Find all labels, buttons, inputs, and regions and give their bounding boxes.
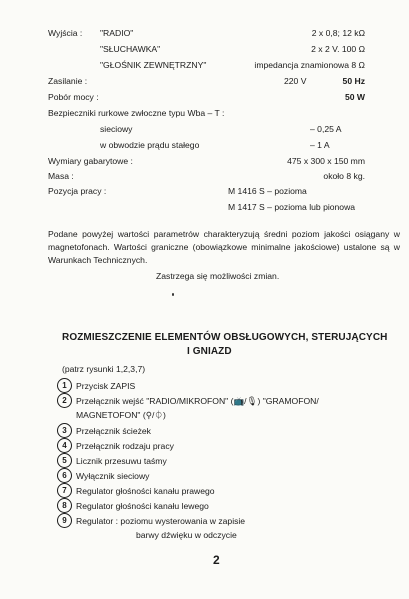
- power-consumption-label: Pobór mocy :: [48, 92, 99, 102]
- print-speck: [172, 293, 174, 296]
- position-value-m1417: M 1417 S – pozioma lub pionowa: [228, 202, 356, 212]
- item-label-2-continued: MAGNETOFON" (⚲/⏀): [76, 410, 166, 420]
- power-supply-voltage: 220 V: [284, 76, 307, 86]
- fuse-mains-value: – 0,25 A: [310, 124, 342, 134]
- mass-value: około 8 kg.: [323, 171, 365, 181]
- note-paragraph: Podane powyżej wartości parametrów charakteryzują średni poziom jakości osiągany w magnetofonach. Wartości graniczne (obowiązkowe minimalne jakościowe) ustalone są w Warunkach Technicznych.: [48, 229, 400, 265]
- mass-label: Masa :: [48, 171, 74, 181]
- item-label-8: Regulator głośności kanału lewego: [76, 501, 209, 511]
- output-value-speaker: impedancja znamionowa 8 Ω: [254, 60, 365, 70]
- item-label-6: Wyłącznik sieciowy: [76, 471, 150, 481]
- item-number-9: 9: [57, 513, 72, 528]
- output-name-headphones: "SŁUCHAWKA": [100, 44, 161, 54]
- position-value-m1416: M 1416 S – pozioma: [228, 186, 307, 196]
- dimensions-label: Wymiary gabarytowe :: [48, 156, 133, 166]
- output-name-radio: "RADIO": [100, 28, 134, 38]
- item-label-3: Przełącznik ścieżek: [76, 426, 151, 436]
- power-supply-frequency: 50 Hz: [342, 76, 365, 86]
- item-number-8: 8: [57, 498, 72, 513]
- item-number-4: 4: [57, 438, 72, 453]
- item-number-7: 7: [57, 483, 72, 498]
- position-label: Pozycja pracy :: [48, 186, 107, 196]
- item-number-5: 5: [57, 453, 72, 468]
- fuse-mains-label: sieciowy: [100, 124, 133, 134]
- item-label-4: Przełącznik rodzaju pracy: [76, 441, 174, 451]
- item-label-2: Przełącznik wejść "RADIO/MIKROFON" (📺/🎙) "GRAMOFON/: [76, 396, 319, 406]
- power-supply-label: Zasilanie :: [48, 76, 88, 86]
- item-number-6: 6: [57, 468, 72, 483]
- item-label-5: Licznik przesuwu taśmy: [76, 456, 167, 466]
- item-number-3: 3: [57, 423, 72, 438]
- output-value-radio: 2 x 0,8; 12 kΩ: [311, 28, 365, 38]
- page-number: 2: [213, 553, 220, 567]
- item-number-2: 2: [57, 393, 72, 408]
- dimensions-value: 475 x 300 x 150 mm: [287, 156, 365, 166]
- see-figures-note: (patrz rysunki 1,2,3,7): [62, 364, 146, 374]
- fuses-label: Bezpieczniki rurkowe zwłoczne typu Wba – T :: [48, 108, 225, 118]
- item-label-1: Przycisk ZAPIS: [76, 381, 136, 391]
- fuse-dc-value: – 1 A: [310, 140, 330, 150]
- section-title-line2: I GNIAZD: [187, 346, 232, 357]
- item-label-9: Regulator : poziomu wysterowania w zapisie: [76, 516, 246, 526]
- power-consumption-value: 50 W: [344, 92, 365, 102]
- reserve-note: Zastrzega się możliwości zmian.: [156, 271, 280, 281]
- item-label-9-continued: barwy dźwięku w odczycie: [136, 530, 237, 540]
- fuse-dc-label: w obwodzie prądu stałego: [100, 140, 200, 150]
- item-label-7: Regulator głośności kanału prawego: [76, 486, 215, 496]
- output-value-headphones: 2 x 2 V. 100 Ω: [311, 44, 365, 54]
- outputs-label: Wyjścia :: [48, 28, 83, 38]
- output-name-speaker: "GŁOŚNIK ZEWNĘTRZNY": [100, 60, 207, 70]
- section-title-line1: ROZMIESZCZENIE ELEMENTÓW OBSŁUGOWYCH, STERUJĄCYCH: [62, 332, 388, 343]
- item-number-1: 1: [57, 378, 72, 393]
